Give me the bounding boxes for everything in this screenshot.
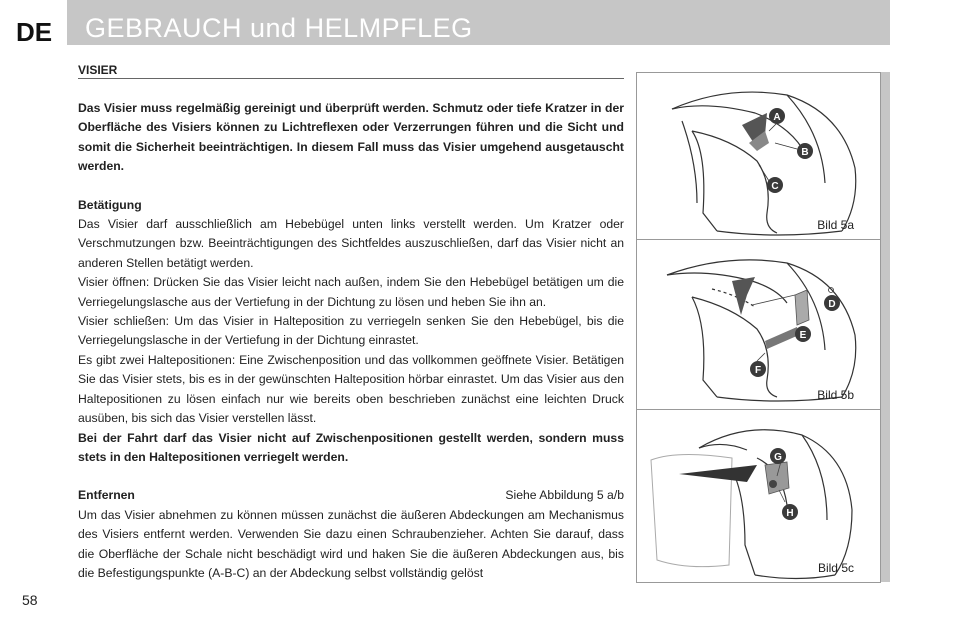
figure-reference: Siehe Abbildung 5 a/b	[505, 488, 624, 503]
figure-caption: Bild 5a	[817, 218, 854, 232]
helmet-illustration-5a	[637, 73, 880, 239]
marker-A	[769, 108, 785, 124]
figure-5c	[637, 410, 880, 582]
svg-text:C: C	[771, 181, 779, 192]
text-column	[78, 63, 624, 583]
figure-5a	[637, 73, 880, 240]
figure-5b	[637, 245, 880, 410]
helmet-illustration-5c	[637, 410, 880, 582]
svg-text:A: A	[773, 112, 781, 123]
paragraph: Es gibt zwei Haltepositionen: Eine Zwischenposition und das vollkommen geöffnete Visier. Betätigen Sie das Visier stets, bis es in der gewünschten Halteposition hörbar einrastet. Um das Visier aus den Haltepositionen zu lösen einfach nur wie bereits oben beschrieben zunächst eine leichten Druck ausüben, bis sich das Visier verstellen lässt.	[78, 352, 624, 426]
marker-C	[767, 177, 783, 193]
marker-B	[797, 143, 813, 159]
helmet-illustration-5b	[637, 245, 880, 409]
svg-text:G: G	[774, 452, 782, 463]
subheading-entfernen: Entfernen	[78, 488, 135, 503]
figure-caption: Bild 5c	[817, 561, 854, 575]
svg-text:E: E	[799, 330, 807, 341]
paragraph: Visier öffnen: Drücken Sie das Visier leicht nach außen, indem Sie den Hebebügel betätigen um die Verriegelungslasche aus der Vertiefung in der Dichtung zu lösen und heben Sie ihn an.	[78, 275, 624, 309]
marker-F	[750, 361, 766, 377]
subheading-betaetigung: Betätigung	[78, 197, 142, 212]
paragraph: Das Visier darf ausschließlich am Hebebügel unten links verstellt werden. Um Kratzer oder Verschmutzungen bzw. Beeinträchtigungen des Sichtfeldes auszuschließen, darf das Visier nicht an anderen Stellen betätigt werden.	[78, 217, 624, 270]
marker-D	[824, 295, 840, 311]
svg-text:B: B	[801, 147, 809, 158]
page-title: GEBRAUCH und HELMPFLEG	[85, 13, 473, 43]
section-heading: VISIER	[78, 63, 624, 79]
intro-warning: Das Visier muss regelmäßig gereinigt und überprüft werden. Schmutz oder tiefe Kratzer in der Oberfläche des Visiers können zu Lichtreflexen oder Verzerrungen führen und die Sicht und somit die Sicherheit beeinträchtigen. In diesem Fall muss das Visier umgehend ausgetauscht werden.	[78, 101, 624, 174]
page-number: 58	[22, 592, 38, 608]
svg-text:D: D	[828, 299, 836, 310]
entfernen-heading-row	[78, 486, 624, 505]
riding-warning: Bei der Fahrt darf das Visier nicht auf Zwischenpositionen gestellt werden, sondern muss stets in den Haltepositionen verriegelt werden.	[78, 430, 624, 464]
figure-column	[636, 72, 881, 583]
figure-caption: Bild 5b	[817, 388, 854, 402]
marker-H	[782, 504, 798, 520]
paragraph: Um das Visier abnehmen zu können müssen zunächst die äußeren Abdeckungen am Mechanismus des Visiers entfernt werden. Verwenden Sie dazu einen Schraubenzieher. Achten Sie darauf, dass die Oberfläche der Schale nicht beschädigt wird und haken Sie die äußeren Abdeckungen aus, bis die Befestigungspunkte (A-B-C) an der Abdeckung selbst vollständig gelöst	[78, 507, 624, 580]
language-code: DE	[16, 17, 53, 47]
marker-E	[795, 326, 811, 342]
header-bar	[67, 0, 890, 45]
svg-text:H: H	[786, 508, 794, 519]
paragraph: Visier schließen: Um das Visier in Halteposition zu verriegeln senken Sie den Hebebügel, bis die Verriegelungslasche in der Vertiefung in der Dichtung einrastet.	[78, 314, 624, 348]
marker-G	[770, 448, 786, 464]
svg-text:F: F	[754, 365, 762, 376]
